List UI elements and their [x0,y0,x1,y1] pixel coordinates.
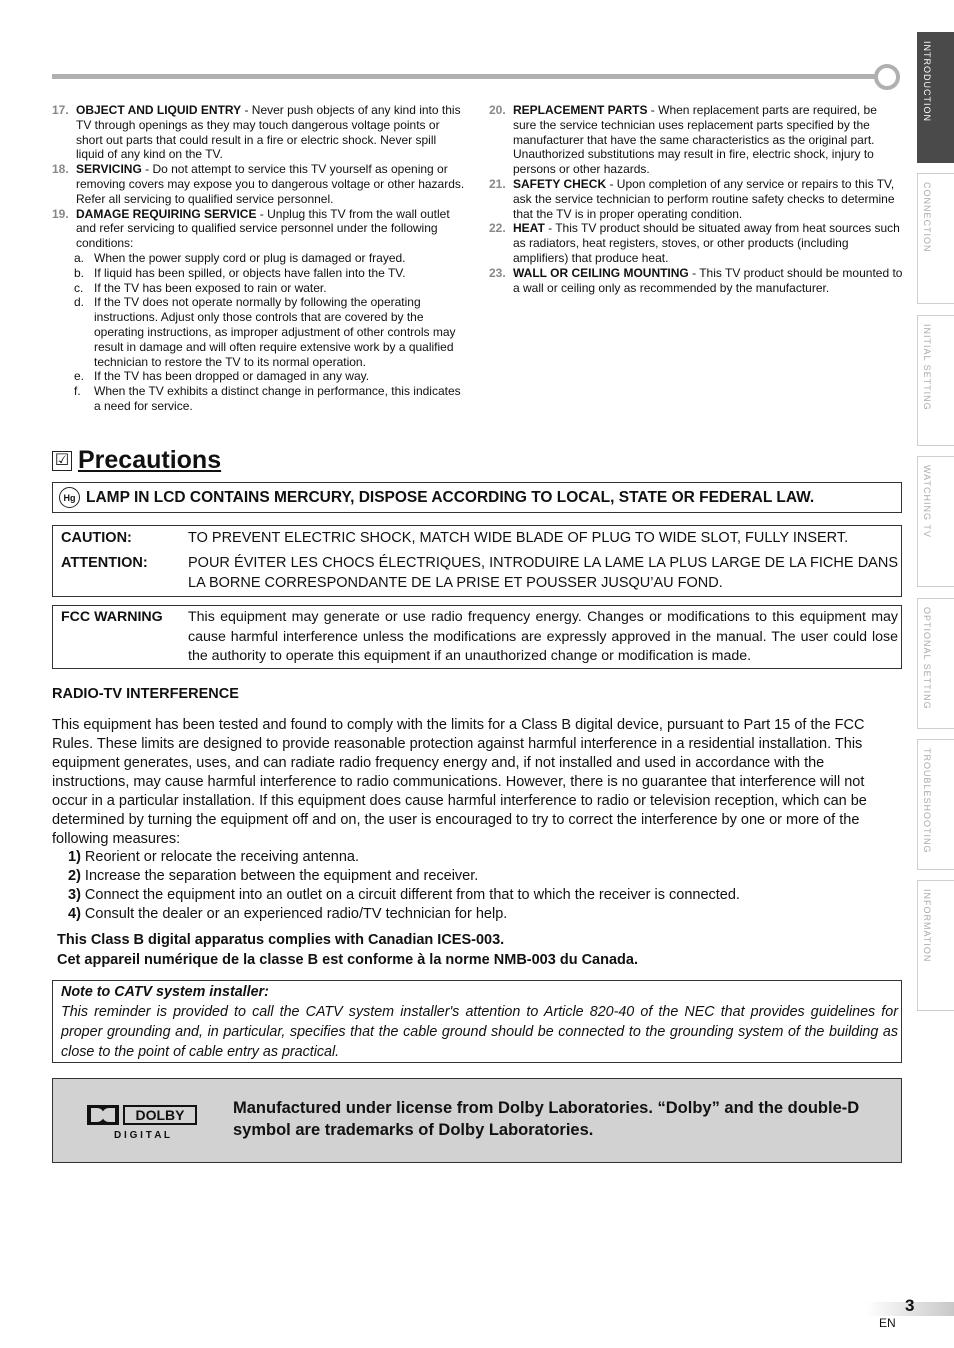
tab-label: TROUBLESHOOTING [922,748,932,854]
fcc-label: FCC WARNING [61,609,163,625]
condition-text: If liquid has been spilled, or objects have fallen into the TV. [94,265,406,280]
item-text: - Unplug this TV from the wall outlet and refer servicing to qualified service personnel under the following conditions: [76,206,450,251]
condition-text: When the TV exhibits a distinct change in performance, this indicates a need for service. [94,384,461,413]
ices-french: Cet appareil numérique de la classe B est conforme à la norme NMB-003 du Canada. [57,952,638,968]
item-keyword: WALL OR CEILING MOUNTING [513,265,689,280]
dolby-trademark-text: Manufactured under license from Dolby Laboratories. “Dolby” and the double-D symbol are trademarks of Dolby Laboratories. [233,1099,860,1139]
condition-letter: e. [74,369,85,384]
attention-label: ATTENTION: [61,555,148,571]
condition-letter: a. [74,250,85,265]
safety-item-21 [489,177,903,221]
mercury-warning-box [52,482,902,513]
tab-label: WATCHING TV [922,465,932,538]
safety-item-20 [489,103,903,177]
item-number: 22. [489,221,506,236]
item-number: 23. [489,265,506,280]
item-number: 19. [52,206,69,221]
condition-a [52,251,466,266]
measure-number: 4) [68,906,81,922]
tab-label: CONNECTION [922,182,932,253]
condition-e [52,369,466,384]
condition-b [52,266,466,281]
item-keyword: HEAT [513,221,545,236]
dolby-notice-box [52,1078,902,1163]
safety-item-17 [52,103,466,162]
condition-c [52,281,466,296]
item-keyword: SAFETY CHECK [513,176,607,191]
tab-label: INTRODUCTION [922,41,932,122]
condition-text: If the TV has been exposed to rain or water. [94,280,327,295]
radio-tv-paragraph: This equipment has been tested and found to comply with the limits for a Class B digital device, pursuant to Part 15 of the FCC Rules. These limits are designed to provide reasonable protection against harmful interference in a residential installation. This equipment generates, uses, and can radiate radio frequency energy and, if not installed and used in accordance with the instructions, may cause harmful interference to radio communications. However, there is no guarantee that interference will not occur in a particular installation. If this equipment does cause harmful interference to radio or television reception, which can be determined by turning the equipment off and on, the user is encouraged to try to correct the interference by one or more of the following measures: [52,717,867,847]
item-keyword: SERVICING [76,162,142,177]
item-text: - Upon completion of any service or repairs to this TV, ask the service technician to perform routine safety checks to determine that the TV is in proper operating condition. [513,176,895,221]
safety-list-left [52,103,466,414]
caution-text: TO PREVENT ELECTRIC SHOCK, MATCH WIDE BLADE OF PLUG TO WIDE SLOT, FULLY INSERT. [188,530,849,546]
measure-item [68,886,740,905]
condition-text: If the TV has been dropped or damaged in any way. [94,369,370,384]
measure-number: 1) [68,849,81,865]
caution-box [52,525,902,597]
page-language: EN [879,1316,896,1330]
safety-list-right [489,103,903,295]
mercury-warning-text: LAMP IN LCD CONTAINS MERCURY, DISPOSE ACCORDING TO LOCAL, STATE OR FEDERAL LAW. [86,488,815,506]
ices-statement [57,930,638,970]
item-number: 17. [52,103,69,117]
item-keyword: REPLACEMENT PARTS [513,103,648,117]
measure-item [68,905,740,924]
item-text: - Never push objects of any kind into this TV through openings as they may touch dangerous voltage points or short out parts that could result in a fire or electric shock. Never spill liquid of any kind on the TV. [76,103,461,162]
header-rule-circle [874,64,900,90]
fcc-row [61,608,898,667]
item-keyword: OBJECT AND LIQUID ENTRY [76,103,242,117]
condition-letter: b. [74,265,85,280]
ices-english: This Class B digital apparatus complies with Canadian ICES-003. [57,932,505,948]
checkbox-icon: ☑ [52,451,72,471]
tab-label: INITIAL SETTING [922,324,932,411]
dolby-logo-sub: D I G I T A L [114,1130,170,1141]
item-text: - When replacement parts are required, be sure the service technician uses replacement parts specified by the manufacturer that have the same characteristics as the original part. Unauthorized substitutions may result in fire, electric shock, injury to persons or other hazards. [513,103,877,177]
item-number: 21. [489,176,506,191]
measure-text: Increase the separation between the equipment and receiver. [80,868,479,884]
item-keyword: DAMAGE REQUIRING SERVICE [76,206,257,221]
measure-number: 3) [68,887,81,903]
catv-text: This reminder is provided to call the CATV system installer's attention to Article 820-40 of the NEC that provides guidelines for proper grounding and, in particular, specifies that the cable ground should be connected to the grounding system of the building as close to the point of cable entry as practical. [61,1004,898,1060]
measure-item [68,848,740,867]
catv-note-box [52,980,902,1063]
item-number: 20. [489,103,506,117]
condition-d [52,295,466,369]
measure-number: 2) [68,868,81,884]
condition-f [52,384,466,414]
condition-text: If the TV does not operate normally by following the operating instructions. Adjust only those controls that are covered by the operating instructions, as improper adjustment of other controls may result in damage and will often require extensive work by a qualified technician to restore the TV to its normal operation. [94,295,456,369]
dolby-logo-word: DOLBY [135,1107,185,1123]
measure-item [68,867,740,886]
safety-item-19 [52,207,466,251]
attention-text: POUR ÉVITER LES CHOCS ÉLECTRIQUES, INTRODUIRE LA LAME LA PLUS LARGE DE LA FICHE DANS LA BORNE CORRESPONDANTE DE LA PRISE ET POUSSER JUSQU’AU FOND. [188,555,898,591]
caution-label: CAUTION: [61,530,132,546]
measure-text: Connect the equipment into an outlet on a circuit different from that to which the receiver is connected. [80,887,740,903]
item-text: - Do not attempt to service this TV yourself as opening or removing covers may expose you to dangerous voltage or other hazards. Refer all servicing to qualified service personnel. [76,162,465,206]
attention-row [61,553,898,593]
precautions-heading [52,446,221,475]
interference-measures [68,848,740,924]
safety-item-23 [489,266,903,296]
condition-letter: c. [74,280,84,295]
dolby-digital-logo [85,1103,199,1141]
page-number: 3 [905,1296,915,1315]
item-text: - This TV product should be situated away from heat sources such as radiators, heat registers, stoves, or other products (including amplifiers) that produce heat. [513,221,900,265]
safety-item-18 [52,162,466,206]
condition-letter: f. [74,384,81,399]
condition-text: When the power supply cord or plug is damaged or frayed. [94,250,406,265]
mercury-icon: Hg [59,487,80,508]
catv-heading: Note to CATV system installer: [61,984,269,1000]
header-rule [52,74,884,79]
tab-introduction[interactable] [917,32,954,163]
fcc-warning-box [52,605,902,669]
measure-text: Reorient or relocate the receiving antenna. [80,849,359,865]
tab-connection[interactable] [917,173,954,304]
tab-optional-setting[interactable] [917,598,954,729]
tab-label: OPTIONAL SETTING [922,607,932,710]
tab-troubleshooting[interactable] [917,739,954,870]
radio-tv-heading: RADIO-TV INTERFERENCE [52,686,239,702]
fcc-text: This equipment may generate or use radio frequency energy. Changes or modifications to this equipment may cause harmful interference unless the modifications are expressly approved in the manual. The user could lose the authority to operate this equipment if an unauthorized change or modification is made. [188,609,898,664]
condition-letter: d. [74,295,85,310]
tab-watching-tv[interactable] [917,456,954,587]
tab-label: INFORMATION [922,889,932,963]
item-number: 18. [52,162,69,177]
measure-text: Consult the dealer or an experienced radio/TV technician for help. [80,906,508,922]
item-text: - This TV product should be mounted to a wall or ceiling only as recommended by the manufacturer. [513,265,903,295]
page-title: Precautions [78,446,222,474]
safety-item-22 [489,221,903,265]
caution-row [61,528,898,548]
tab-initial-setting[interactable] [917,315,954,446]
tab-information[interactable] [917,880,954,1011]
